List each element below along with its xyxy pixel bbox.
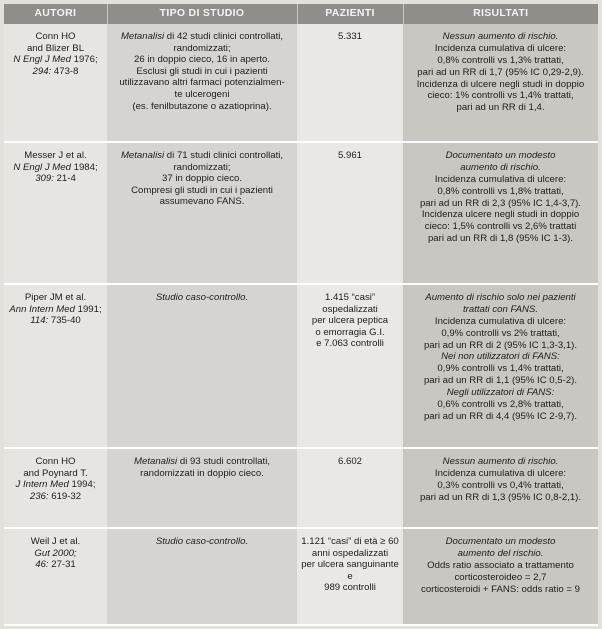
author-line: and Poynard T. bbox=[23, 467, 88, 479]
pazienti-cell bbox=[297, 448, 403, 528]
journal-pages: 27-31 bbox=[48, 559, 76, 571]
study-line: 37 in doppio cieco. bbox=[161, 173, 242, 185]
author-line: Conn HO bbox=[35, 456, 76, 467]
journal-pages: 473-8 bbox=[51, 65, 79, 77]
study-line: Esclusi gli studi in cui i pazienti bbox=[136, 65, 268, 77]
table-row bbox=[4, 142, 598, 284]
citation-line bbox=[7, 54, 104, 66]
result-heading: aumento di rischio. bbox=[460, 161, 541, 173]
table-row bbox=[4, 528, 598, 625]
result-line: pari ad un RR di 1,8 (95% IC 1-3). bbox=[427, 233, 574, 245]
patients-line: o emorragia G.I. bbox=[315, 326, 385, 338]
table-row bbox=[4, 24, 598, 142]
result-heading: Aumento di rischio solo nei pazienti bbox=[425, 292, 576, 303]
patients-line: 1.121 “casi” di età ≥ 60 bbox=[301, 536, 399, 547]
patients-line: e 7.063 controlli bbox=[316, 338, 384, 350]
result-heading: Documentato un modesto bbox=[445, 536, 556, 547]
journal-name: N Engl J Med bbox=[13, 161, 71, 173]
study-line: assumevano FANS. bbox=[159, 196, 245, 208]
result-line: corticosteroidi + FANS: odds ratio = 9 bbox=[421, 583, 580, 595]
patients-line: per ulcera peptica bbox=[311, 315, 389, 327]
pazienti-cell bbox=[297, 528, 403, 625]
study-line bbox=[110, 150, 294, 162]
pazienti-cell bbox=[297, 24, 403, 142]
study-keyword: Metanalisi bbox=[120, 150, 165, 161]
header-risultati: RISULTATI bbox=[403, 4, 598, 24]
study-line: 26 in doppio cieco, 16 in aperto. bbox=[133, 54, 270, 66]
result-heading: Documentato un modesto bbox=[445, 150, 556, 161]
result-heading: Nessun aumento di rischio. bbox=[442, 456, 559, 467]
risultati-cell bbox=[403, 528, 598, 625]
citation-line bbox=[7, 66, 104, 78]
study-text: di 93 studi controllati, bbox=[177, 456, 270, 467]
header-autori: AUTORI bbox=[4, 4, 107, 24]
journal-name: Gut bbox=[34, 547, 50, 559]
patients-line: ospedalizzati bbox=[322, 303, 378, 315]
study-line: te ulcerogeni bbox=[174, 88, 230, 100]
author-line: Piper JM et al. bbox=[24, 292, 87, 303]
result-line: 0,3% controlli vs 0,4% trattati, bbox=[437, 479, 564, 491]
result-line: pari ad un RR di 1,3 (95% IC 0,8-2,1). bbox=[419, 491, 582, 503]
journal-volume: 46: bbox=[35, 559, 49, 571]
study-text: di 71 studi clinici controllati, bbox=[164, 150, 284, 161]
author-line: Messer J et al. bbox=[24, 150, 87, 161]
study-line bbox=[110, 456, 294, 468]
result-heading: Nessun aumento di rischio. bbox=[442, 31, 559, 42]
pazienti-cell bbox=[297, 142, 403, 284]
risultati-cell bbox=[403, 448, 598, 528]
result-line: 0,8% controlli vs 1,8% trattati, bbox=[437, 185, 564, 197]
journal-name: Ann Intern Med bbox=[9, 303, 75, 315]
tipo-studio-cell bbox=[107, 24, 297, 142]
result-line: Incidenza di ulcere negli studi in doppio bbox=[416, 78, 585, 90]
result-line: Incidenza cumulativa di ulcere: bbox=[434, 173, 567, 185]
result-line: 0,9% controlli vs 2% trattati, bbox=[441, 327, 560, 339]
journal-year: 1991; bbox=[74, 303, 102, 315]
autori-cell bbox=[4, 448, 107, 528]
citation-line bbox=[7, 491, 104, 503]
result-line: Incidenza cumulativa di ulcere: bbox=[434, 315, 567, 327]
author-line: Weil J et al. bbox=[30, 536, 81, 547]
study-keyword: Metanalisi bbox=[134, 456, 178, 467]
journal-pages: 619-32 bbox=[48, 490, 82, 502]
result-line: Incidenza cumulativa di ulcere: bbox=[434, 42, 567, 54]
result-subheading: Nei non utilizzatori di FANS: bbox=[441, 351, 560, 363]
citation-line bbox=[7, 304, 104, 316]
journal-name: J Intern Med bbox=[15, 479, 69, 491]
journal-volume: 114: bbox=[30, 315, 49, 327]
result-heading: trattati con FANS. bbox=[463, 303, 538, 315]
study-line: randomizzati in doppio cieco. bbox=[140, 467, 264, 479]
study-line: randomizzati; bbox=[173, 42, 231, 54]
journal-volume: 294: bbox=[32, 65, 52, 77]
result-line: pari ad un RR di 1,1 (95% IC 0,5-2). bbox=[423, 375, 578, 387]
autori-cell bbox=[4, 284, 107, 448]
tipo-studio-cell bbox=[107, 142, 297, 284]
study-line: Studio caso-controllo. bbox=[155, 536, 249, 547]
study-line: Compresi gli studi in cui i pazienti bbox=[131, 184, 273, 196]
citation-line bbox=[7, 548, 104, 560]
result-line: cieco: 1,5% controlli vs 2,6% trattati bbox=[424, 221, 577, 233]
study-keyword: Metanalisi bbox=[120, 31, 165, 42]
author-line: and Blizer BL bbox=[26, 42, 85, 54]
result-line: Incidenza ulcere negli studi in doppio bbox=[421, 209, 580, 221]
result-line: pari ad un RR di 2 (95% IC 1,3-3,1). bbox=[423, 339, 578, 351]
journal-volume: 309: bbox=[35, 173, 54, 185]
patients-line: per ulcera sanguinante bbox=[301, 559, 399, 571]
citation-line bbox=[7, 315, 104, 327]
journal-year: 2000; bbox=[49, 547, 77, 559]
autori-cell bbox=[4, 528, 107, 625]
table-row bbox=[4, 448, 598, 528]
patients-line: 5.961 bbox=[337, 150, 362, 161]
patients-line: e bbox=[347, 570, 353, 582]
journal-year: 1994; bbox=[68, 479, 96, 491]
header-tipo-di-studio: TIPO DI STUDIO bbox=[107, 4, 297, 24]
study-line: randomizzati; bbox=[173, 161, 231, 173]
result-line: corticosteroideo = 2,7 bbox=[454, 571, 547, 583]
tipo-studio-cell bbox=[107, 448, 297, 528]
journal-year: 1976; bbox=[70, 54, 98, 66]
header-pazienti: PAZIENTI bbox=[297, 4, 403, 24]
journal-volume: 236: bbox=[29, 490, 49, 502]
journal-pages: 735-40 bbox=[48, 315, 81, 327]
result-line: pari ad un RR di 4,4 (95% IC 2-9,7). bbox=[423, 410, 578, 422]
result-line: 0,9% controlli vs 1,4% trattati, bbox=[437, 363, 564, 375]
autori-cell bbox=[4, 142, 107, 284]
autori-cell bbox=[4, 24, 107, 142]
study-text: di 42 studi clinici controllati, bbox=[164, 31, 284, 42]
study-line: (es. fenilbutazone o azatioprina). bbox=[132, 100, 272, 112]
result-line: pari ad un RR di 1,7 (95% IC 0,29-2,9). bbox=[417, 66, 584, 78]
journal-pages: 21-4 bbox=[53, 173, 76, 185]
patients-line: 5.331 bbox=[337, 31, 362, 42]
study-line: Studio caso-controllo. bbox=[155, 292, 249, 303]
result-line: cieco: 1% controlli vs 1,4% trattati, bbox=[427, 90, 574, 102]
risultati-cell bbox=[403, 142, 598, 284]
tipo-studio-cell bbox=[107, 284, 297, 448]
citation-line bbox=[7, 162, 104, 174]
author-line: Conn HO bbox=[35, 31, 76, 42]
patients-line: 989 controlli bbox=[324, 582, 376, 594]
patients-line: 1.415 “casi” bbox=[324, 292, 376, 303]
study-line: utilizzavano altri farmaci potenzialmen- bbox=[119, 77, 285, 89]
result-line: 0,8% controlli vs 1,3% trattati, bbox=[437, 54, 564, 66]
citation-line bbox=[7, 479, 104, 491]
result-line: Odds ratio associato a trattamento bbox=[427, 559, 574, 571]
result-line: pari ad un RR di 2,3 (95% IC 1,4-3,7). bbox=[419, 197, 582, 209]
patients-line: 6.602 bbox=[337, 456, 362, 467]
citation-line bbox=[7, 559, 104, 571]
risultati-cell bbox=[403, 284, 598, 448]
result-line: 0,6% controlli vs 2,8% trattati, bbox=[437, 399, 564, 411]
tipo-studio-cell bbox=[107, 528, 297, 625]
pazienti-cell bbox=[297, 284, 403, 448]
studies-table bbox=[4, 4, 598, 626]
table-row bbox=[4, 284, 598, 448]
citation-line bbox=[7, 173, 104, 185]
journal-name: N Engl J Med bbox=[13, 54, 71, 66]
patients-line: anni ospedalizzati bbox=[311, 547, 389, 559]
result-heading: aumento del rischio. bbox=[457, 547, 544, 559]
risultati-cell bbox=[403, 24, 598, 142]
table-header bbox=[4, 4, 598, 24]
journal-year: 1984; bbox=[70, 161, 98, 173]
study-line bbox=[110, 31, 294, 43]
result-subheading: Negli utilizzatori di FANS: bbox=[446, 387, 555, 399]
result-line: Incidenza cumulativa di ulcere: bbox=[434, 467, 567, 479]
result-line: pari ad un RR di 1,4. bbox=[456, 102, 545, 114]
